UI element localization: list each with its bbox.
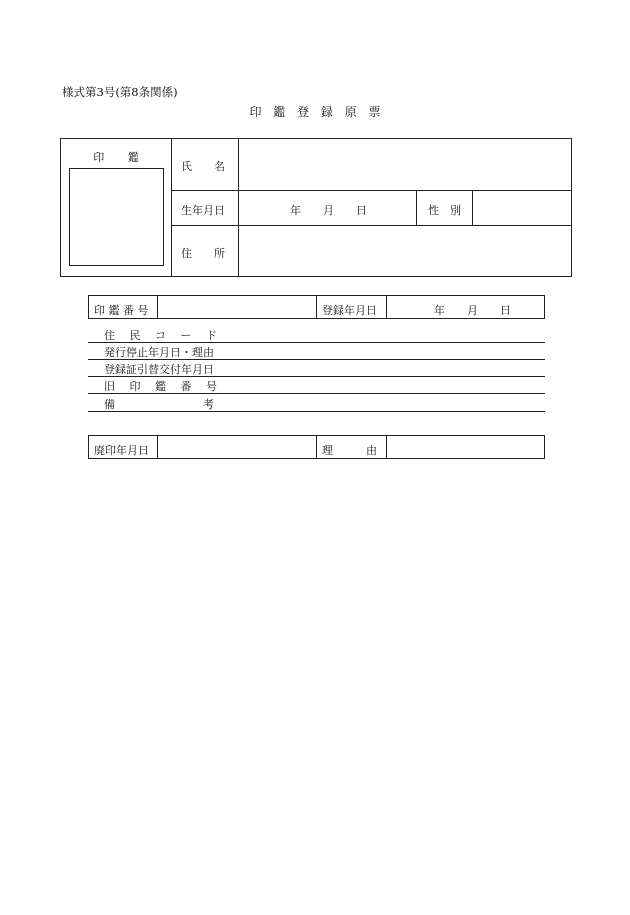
abolition-date-field[interactable] [158,436,316,458]
abolition-bar [88,435,545,459]
name-label: 氏 名 [181,160,225,173]
suspension-date-reason-label: 発行停止年月日・理由 [104,346,214,359]
registration-date-label: 登録年月日 [322,304,377,317]
list-item[interactable] [88,326,545,343]
gender-label: 性 別 [428,204,461,217]
remarks-label: 備 考 [104,398,214,411]
old-seal-number-label: 旧 印 鑑 番 号 [104,380,217,393]
seal-number-field[interactable] [158,296,316,318]
list-item[interactable] [88,377,545,394]
seal-number-bar [88,295,545,319]
name-field[interactable] [239,139,571,190]
document-title: 印 鑑 登 録 原 票 [249,105,381,119]
birth-date-label: 生年月日 [181,204,225,217]
resident-code-label: 住 民 コ ー ド [104,329,217,342]
registration-date-field[interactable]: 年 月 日 [434,304,511,317]
registration-table [60,138,572,277]
address-field[interactable] [239,226,571,276]
gender-field[interactable] [473,191,571,225]
reason-label: 理 由 [322,444,377,457]
seal-label: 印 鑑 [93,151,139,164]
abolition-date-label: 廃印年月日 [94,444,149,457]
seal-number-label: 印 鑑 番 号 [94,304,149,317]
list-item[interactable] [88,395,545,412]
seal-impression-box[interactable] [69,168,164,266]
certificate-reissue-date-label: 登録証引替交付年月日 [104,363,214,376]
address-label: 住 所 [181,247,225,260]
list-item[interactable] [88,360,545,377]
reason-field[interactable] [387,436,544,458]
birth-date-field[interactable]: 年 月 日 [290,204,367,217]
list-item[interactable] [88,343,545,360]
form-reference: 様式第3号(第8条関係) [62,85,178,99]
